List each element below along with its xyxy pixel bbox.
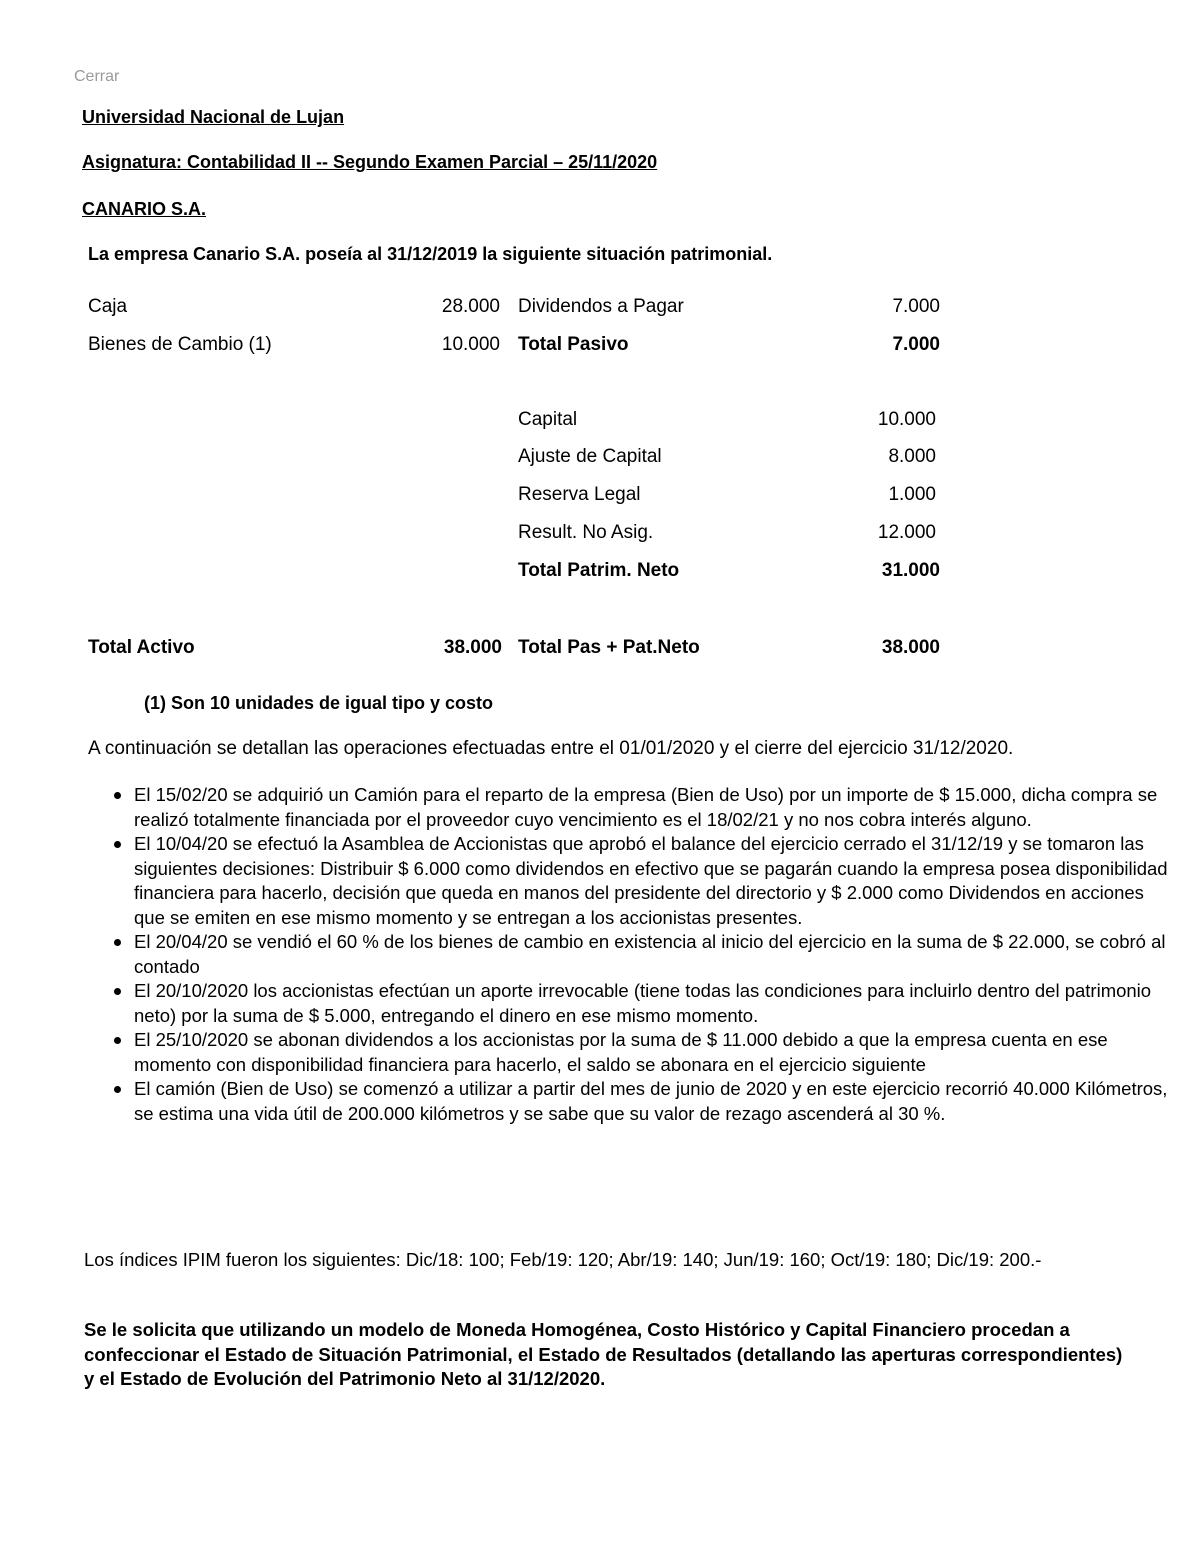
operation-text: El camión (Bien de Uso) se comenzó a utilizar a partir del mes de junio de 2020 y en este ejercicio recorrió 40.000 Kilómetros, se estima una vida útil de 200.000 kilómetros y se sabe que su valor de rezago ascenderá al 30 %. [134,1078,1168,1124]
total-liab-equity-value: 38.000 [881,637,940,658]
bullet-icon [114,939,121,946]
total-liabilities-label: Total Pasivo [518,334,629,355]
operation-text: El 15/02/20 se adquirió un Camión para el reparto de la empresa (Bien de Uso) por un importe de $ 15.000, dicha compra se realizó totalmente financiada por el proveedor cuyo vencimiento es el 18/02/21 y no nos cobra interés alguno. [134,784,1158,830]
equity-value-capital: 10.000 [877,409,936,430]
list-item [134,979,1174,1028]
equity-label-reserva: Reserva Legal [518,484,641,505]
list-item [134,1028,1174,1077]
operation-text: El 20/04/20 se vendió el 60 % de los bienes de cambio en existencia al inicio del ejercicio en la suma de $ 22.000, se cobró al contado [134,931,1166,977]
liability-value-dividendos: 7.000 [892,296,940,317]
list-item [134,783,1174,832]
operation-text: El 20/10/2020 los accionistas efectúan un aporte irrevocable (tiene todas las condiciones para incluirlo dentro del patrimonio neto) por la suma de $ 5.000, entregando el dinero en ese mismo momento. [134,980,1152,1026]
bullet-icon [114,841,121,848]
operations-list [86,783,1174,1126]
total-assets-value: 38.000 [443,637,502,658]
asset-label-bienes-de-cambio: Bienes de Cambio (1) [88,334,272,355]
asset-label-caja: Caja [88,296,128,317]
liability-label-dividendos: Dividendos a Pagar [518,296,684,317]
total-assets-label: Total Activo [88,637,195,658]
total-equity-value: 31.000 [881,560,940,581]
intro-text: La empresa Canario S.A. poseía al 31/12/2019 la siguiente situación patrimonial. [88,244,773,264]
subject-title: Asignatura: Contabilidad II -- Segundo Examen Parcial – 25/11/2020 [82,152,658,172]
list-item [134,930,1174,979]
continuation-text: A continuación se detallan las operaciones efectuadas entre el 01/01/2020 y el cierre del ejercicio 31/12/2020. [88,738,1014,759]
total-equity-label: Total Patrim. Neto [518,560,680,581]
equity-value-reserva: 1.000 [888,484,936,505]
equity-label-result: Result. No Asig. [518,522,654,543]
bullet-icon [114,1086,121,1093]
close-link[interactable]: Cerrar [74,68,120,85]
footnote: (1) Son 10 unidades de igual tipo y costo [144,693,494,713]
equity-value-result: 12.000 [877,522,936,543]
bullet-icon [114,988,121,995]
list-item [134,1077,1174,1126]
asset-value-caja: 28.000 [441,296,500,317]
equity-value-ajuste: 8.000 [888,446,936,467]
operation-text: El 10/04/20 se efectuó la Asamblea de Accionistas que aprobó el balance del ejercicio cerrado el 31/12/19 y se tomaron las siguientes decisiones: Distribuir $ 6.000 como dividendos en efectivo que se pagarán cuando la empresa posea disponibilidad financiera para hacerlo, decisión que queda en manos del presidente del directorio y $ 2.000 como Dividendos en acciones que se emiten en ese mismo momento y se entregan a los accionistas presentes. [134,833,1168,928]
total-liabilities-value: 7.000 [892,334,940,355]
university-title: Universidad Nacional de Lujan [82,107,345,127]
bullet-icon [114,792,121,799]
list-item [134,832,1174,930]
request-text: Se le solicita que utilizando un modelo de Moneda Homogénea, Costo Histórico y Capital Financiero procedan a confeccionar el Estado de Situación Patrimonial, el Estado de Resultados (detallando las aperturas correspondientes) y el Estado de Evolución del Patrimonio Neto al 31/12/2020. [84,1319,1123,1389]
operation-text: El 25/10/2020 se abonan dividendos a los accionistas por la suma de $ 11.000 debido a que la empresa cuenta en ese momento con disponibilidad financiera para hacerlo, el saldo se abonara en el ejercicio siguiente [134,1029,1108,1075]
total-liab-equity-label: Total Pas + Pat.Neto [518,637,700,658]
equity-label-capital: Capital [518,409,578,430]
equity-label-ajuste: Ajuste de Capital [518,446,662,467]
bullet-icon [114,1037,121,1044]
asset-value-bienes-de-cambio: 10.000 [441,334,500,355]
company-title: CANARIO S.A. [82,199,207,219]
ipim-text: Los índices IPIM fueron los siguientes: Dic/18: 100; Feb/19: 120; Abr/19: 140; Jun/19: 160; Oct/19: 180; Dic/19: 200.- [84,1249,1042,1270]
